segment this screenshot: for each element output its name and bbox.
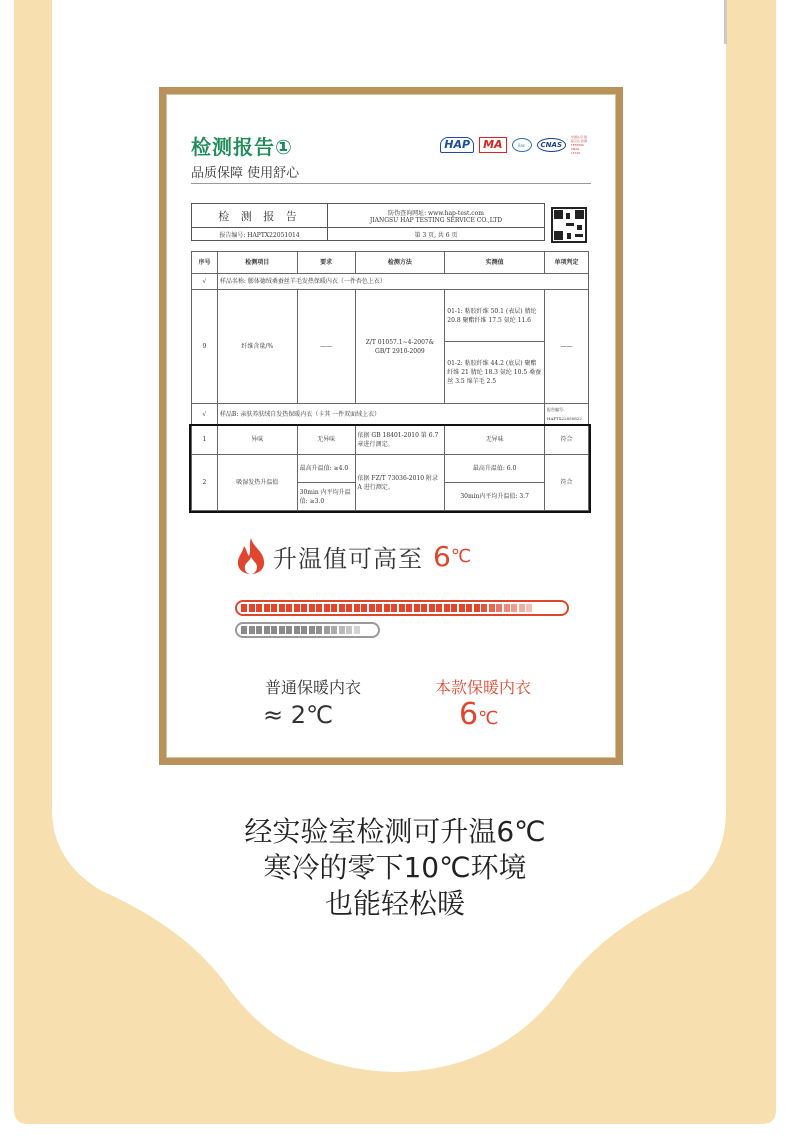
bar-segment	[271, 626, 277, 634]
heat-unit: ℃	[450, 545, 472, 567]
row2-value-a: 最高升温值: 6.0	[445, 455, 545, 483]
row9-value-b: 01-2: 粘胶纤维 44.2 (底层) 聚酯纤维 21 腈纶 18.3 氨纶 10.5 桑蚕丝 3.5 绵羊毛 2.5	[445, 342, 545, 404]
col-item: 检测项目	[217, 252, 297, 274]
bar-segment	[331, 604, 337, 612]
bar-segment	[324, 626, 330, 634]
bar-segment	[406, 604, 412, 612]
bar-segment	[436, 604, 442, 612]
col-method: 检测方法	[355, 252, 445, 274]
bar-segment	[309, 604, 315, 612]
col-req: 要求	[297, 252, 355, 274]
bottom-line-2: 寒冷的零下10℃环境	[263, 851, 527, 884]
bar-segment	[346, 626, 352, 634]
col-value: 实测值	[445, 252, 545, 274]
bar-segment	[249, 626, 255, 634]
table-row	[192, 425, 589, 455]
row2-item: 吸湿发热升温值	[217, 455, 297, 511]
cert-text-logo: 中国认可 国际互认 检测 TESTING CNAS L5710	[571, 135, 587, 155]
bar-segment	[264, 604, 270, 612]
row2-judge: 符合	[544, 455, 588, 511]
bar-segment	[354, 604, 360, 612]
cnas-logo: CNAS	[537, 138, 566, 152]
row9-method: Z/T 01057.1~4-2007& GB/T 2910-2009	[355, 290, 445, 404]
sample-b-row	[192, 404, 589, 425]
row1-req: 无异味	[297, 425, 355, 455]
bar-segment	[286, 604, 292, 612]
row1-value: 无异味	[445, 425, 545, 455]
qr-code	[551, 207, 587, 243]
bar-segment	[451, 604, 457, 612]
bar-segment	[294, 626, 300, 634]
check-mark: √	[192, 274, 218, 290]
this-value: 6℃	[459, 697, 499, 732]
report-header-table	[191, 203, 545, 241]
bar-segment	[519, 604, 525, 612]
bar-segment	[361, 604, 367, 612]
heat-text: 升温值可高至	[273, 544, 423, 573]
heat-headline	[233, 537, 471, 575]
report-subtitle: 品质保障 使用舒心	[191, 166, 300, 181]
bar-segment	[354, 626, 360, 634]
bar-segment	[256, 626, 262, 634]
bar-segment	[391, 604, 397, 612]
bar-segment	[249, 604, 255, 612]
bar-segment	[429, 604, 435, 612]
col-no: 序号	[192, 252, 218, 274]
row9-item: 纤维含量/%	[217, 290, 297, 404]
bottom-line-3: 也能轻松暖	[324, 887, 465, 920]
report-card	[166, 94, 616, 758]
bar-segment	[316, 626, 322, 634]
row2-method: 依据 FZ/T 73036-2010 附录 A 进行测定。	[355, 455, 445, 511]
bar-segment	[294, 604, 300, 612]
bar-segment	[414, 604, 420, 612]
bottom-copy	[0, 814, 790, 922]
row1-no: 1	[192, 425, 218, 455]
bar-segment	[324, 604, 330, 612]
bar-segment	[241, 626, 247, 634]
divider	[191, 183, 591, 184]
bar-segment	[301, 604, 307, 612]
row1-judge: 符合	[544, 425, 588, 455]
bar-segment	[511, 604, 517, 612]
header-page: 第 3 页, 共 6 页	[328, 228, 545, 241]
bottom-line-1: 经实验室检测可升温6℃	[244, 815, 546, 848]
ilac-logo: ilac	[512, 138, 532, 152]
heat-bar-normal	[235, 622, 380, 638]
bar-segment	[399, 604, 405, 612]
bar-segment	[466, 604, 472, 612]
bar-segment	[384, 604, 390, 612]
bar-segment	[271, 604, 277, 612]
report-title: 检测报告①	[191, 135, 293, 159]
bar-segment	[481, 604, 487, 612]
header-query: 防伪查询网址: www.hap-test.com JIANGSU HAP TESTING SERVICE CO.,LTD	[328, 204, 545, 228]
bar-segment	[309, 626, 315, 634]
sample-b-name: 样品B: 亲肤养肤绒自发热保暖内衣（卡其 一件双面绒上衣）	[217, 404, 544, 425]
bar-segment	[301, 626, 307, 634]
check-mark: √	[192, 404, 218, 425]
normal-value: ≈ 2℃	[263, 701, 333, 729]
sample-a-row	[192, 274, 589, 290]
bar-segment	[331, 626, 337, 634]
test-results-table	[191, 251, 589, 511]
bar-segment	[459, 604, 465, 612]
table-header-row	[192, 252, 589, 274]
row9-judge: ——	[544, 290, 588, 404]
row1-method: 依据 GB 18401-2010 第 6.7 章进行测定。	[355, 425, 445, 455]
bar-segment	[339, 626, 345, 634]
bar-segment	[474, 604, 480, 612]
bar-segment	[489, 604, 495, 612]
heat-value: 6	[433, 539, 451, 573]
bar-segment	[286, 626, 292, 634]
bar-segment	[369, 604, 375, 612]
header-title: 检 测 报 告	[192, 204, 328, 228]
bar-segment	[444, 604, 450, 612]
sample-a-name: 样品名称: 膨体德绒桑蚕丝羊毛发热保暖内衣（一件杏色上衣）	[217, 274, 588, 290]
bar-segment	[504, 604, 510, 612]
bar-segment	[526, 604, 532, 612]
row2-req-b: 30min 内平均升温值: ≥3.0	[297, 483, 355, 511]
bar-segment	[279, 604, 285, 612]
row2-req-a: 最高升温值: ≥4.0	[297, 455, 355, 483]
sample-b-no: 报告编号: HAPTX22050822	[544, 404, 588, 425]
bar-segment	[241, 604, 247, 612]
this-label: 本款保暖内衣	[435, 678, 532, 697]
ma-logo: MA	[479, 137, 506, 153]
row2-value-b: 30min内平均升温值: 3.7	[445, 483, 545, 511]
normal-label: 普通保暖内衣	[265, 678, 362, 697]
bar-segment	[346, 604, 352, 612]
table-row	[192, 290, 589, 342]
bar-segment	[421, 604, 427, 612]
row2-no: 2	[192, 455, 218, 511]
flame-icon	[233, 537, 269, 575]
bar-segment	[264, 626, 270, 634]
row9-req: ——	[297, 290, 355, 404]
report-frame	[159, 87, 623, 765]
row1-item: 异味	[217, 425, 297, 455]
row9-no: 9	[192, 290, 218, 404]
bar-segment	[316, 604, 322, 612]
bar-segment	[256, 604, 262, 612]
table-row	[192, 455, 589, 483]
bar-segment	[279, 626, 285, 634]
bar-segment	[339, 604, 345, 612]
bar-segment	[376, 604, 382, 612]
bar-segment	[496, 604, 502, 612]
heat-bar-this	[235, 600, 569, 616]
col-judge: 单项判定	[544, 252, 588, 274]
hap-logo: HAP	[440, 137, 474, 153]
header-report-no: 报告编号: HAPTX22051014	[192, 228, 328, 241]
row9-value-a: 01-1: 粘胶纤维 50.1 (表层) 腈纶 20.8 聚酯纤维 17.5 氨纶 11.6	[445, 290, 545, 342]
cert-logos	[440, 135, 589, 155]
